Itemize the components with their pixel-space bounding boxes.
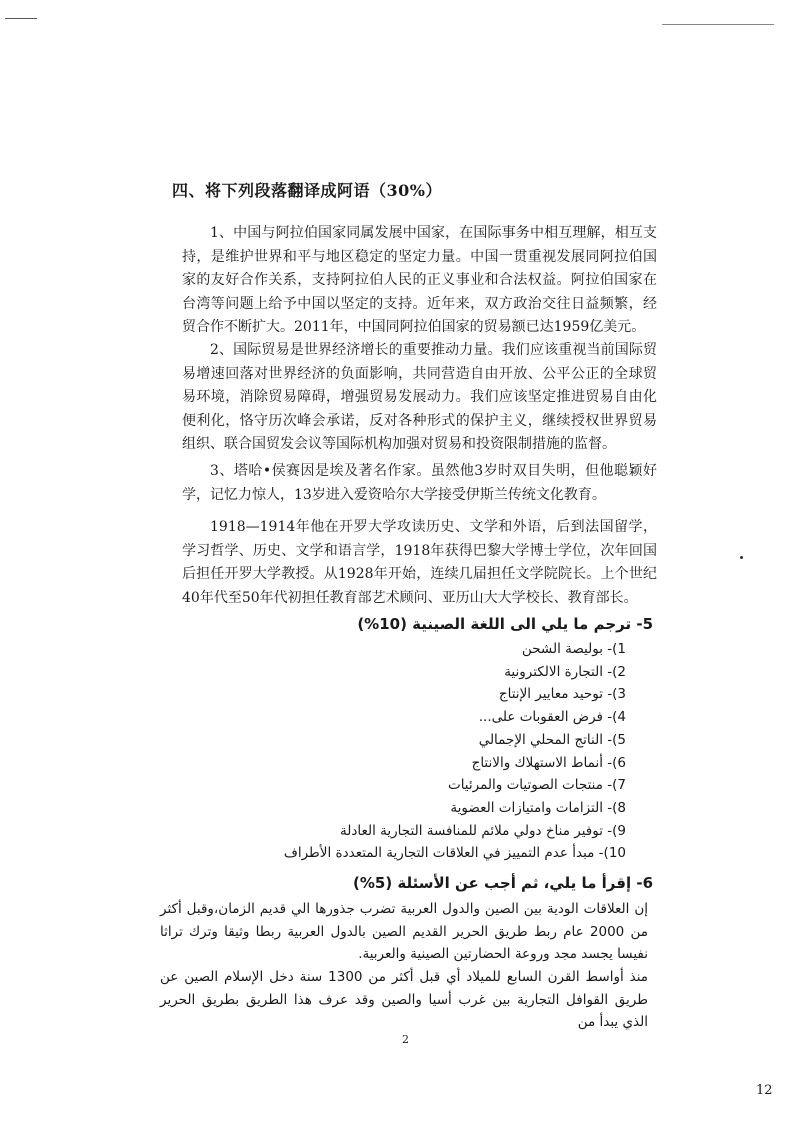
question5-list [284, 638, 626, 865]
page-number: 2 [402, 1033, 409, 1046]
chinese-paragraph-1: 1、中国与阿拉伯国家同属发展中国家，在国际事务中相互理解，相互支持，是维护世界和平与地区稳定的坚定力量。中国一贯重视发展同阿拉伯国家的友好合作关系，支持阿拉伯人民的正义事业和合法权益。阿拉伯国家在台湾等问题上给予中国以坚定的支持。近年来，双方政治交往日益频繁，经贸合作不断扩大。2011年，中国同阿拉伯国家的贸易额已达1959亿美元。 [182, 225, 657, 335]
list-item: 1)- بوليصة الشحن [521, 641, 626, 657]
chinese-paragraph-2: 2、国际贸易是世界经济增长的重要推动力量。我们应该重视当前国际贸易增速回落对世界经济的负面影响，共同营造自由开放、公平公正的全球贸易环境，消除贸易障碍，增强贸易发展动力。我们应该坚定推进贸易自由化便利化，恪守历次峰会承诺，反对各种形式的保护主义，继续授权世界贸易组织、联合国贸发会议等国际机构加强对贸易和投资限制措施的监督。 [182, 342, 657, 452]
list-item: 2)- التجارة الالكترونية [504, 663, 626, 680]
question5-title: 5- ترجم ما يلي الى اللغة الصينية (10%) [357, 615, 653, 633]
chinese-paragraph-3: 3、塔哈•侯赛因是埃及著名作家。虽然他3岁时双目失明，但他聪颖好学，记忆力惊人，13岁进入爱资哈尔大学接受伊斯兰传统文化教育。 [182, 463, 657, 503]
corner-number: 12 [756, 1083, 773, 1098]
question6-paragraph-2: منذ أواسط القرن السابع للميلاد أي قبل أكثر من 1300 سنة دخل الإسلام الصين عن طريق القوافل التجارية بين غرب أسيا والصين وقد عرف هذا الطريق بطريق الحرير الذي يبدأ من [160, 969, 649, 1030]
question6-paragraph-1: إن العلاقات الودية بين الصين والدول العربية تضرب جذورها الي قديم الزمان،وقبل أكثر من 2000 عام ربط طريق الحرير القديم الصين بالدول العربية ربطا وثيقا وترك تراثا نفيسا يجسد مجد وروعة الحضارتين الصينية والعربية. [160, 901, 648, 962]
list-item: 7)- منتجات الصوتيات والمرئيات [447, 777, 626, 794]
chinese-paragraph-4: 1918—1914年他在开罗大学攻读历史、文学和外语，后到法国留学，学习哲学、历史、文学和语言学，1918年获得巴黎大学博士学位，次年回国后担任开罗大学教授。从1928年开始，连续几届担任文学院院长。上个世纪40年代至50年代初担任教育部艺术顾问、亚历山大大学校长、教育部长。 [182, 519, 657, 606]
section-heading: 四、将下列段落翻译成阿语（30%） [172, 181, 442, 200]
list-item: 6)- أنماط الاستهلاك والانتاج [471, 754, 626, 771]
scan-mark-top-left [5, 18, 37, 19]
scan-speck [740, 556, 743, 559]
scan-mark-top-right [662, 24, 774, 25]
list-item: 10)- مبدأ عدم التمييز في العلاقات التجارية المتعددة الأطراف [283, 845, 626, 862]
list-item: 3)- توحيد معايير الإنتاج [498, 686, 626, 703]
question6-title: 6- إقرأ ما يلي، ثم أجب عن الأسئلة (5%) [353, 874, 653, 892]
list-item: 9)- توفير مناخ دولي ملائم للمنافسة التجارية العادلة [340, 822, 626, 839]
list-item: 5)- الناتج المحلي الإجمالي [478, 731, 626, 748]
list-item: 8)- التزامات وامتيازات العضوية [450, 799, 626, 816]
list-item: 4)- فرض العقوبات على... [478, 709, 626, 726]
